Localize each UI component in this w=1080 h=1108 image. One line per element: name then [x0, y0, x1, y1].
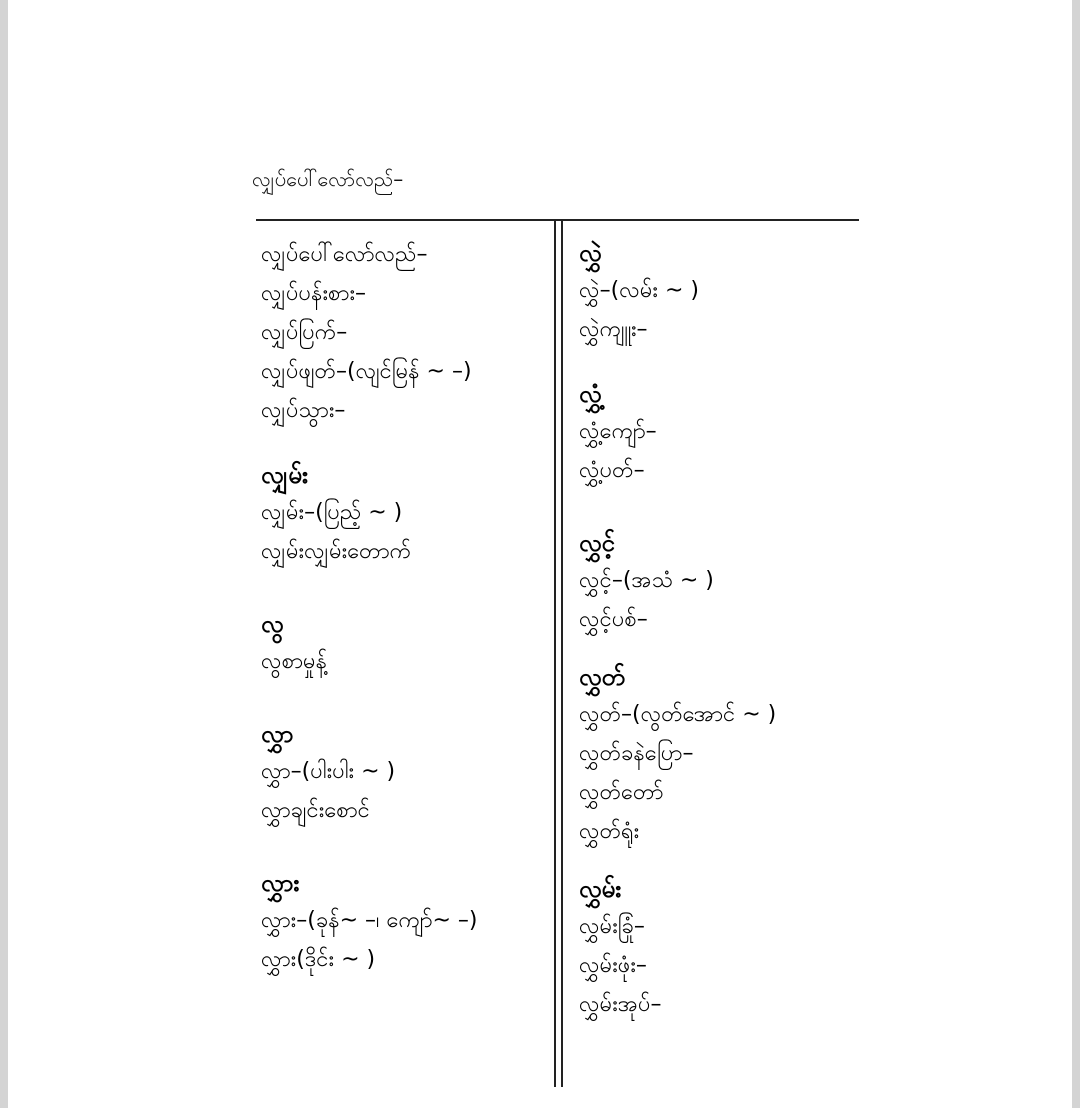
entry: လျှမ်း–(ပြည့် ~ ): [261, 500, 403, 525]
right-column: [579, 235, 776, 1024]
header-rule: [256, 219, 859, 221]
entry: လျှပ်ပန်းစား–: [261, 281, 367, 306]
entry: လွှာ–(ပါးပါး ~ ): [261, 759, 396, 784]
intro-entries: [261, 235, 478, 430]
entry: လွစာမှုန့်: [261, 649, 327, 674]
entry: လွှဲကျူး–: [579, 317, 648, 342]
section-hlyan: [261, 457, 478, 571]
entry: လျှပ်ပေါ်လော်လည်–: [261, 242, 428, 267]
entry: လွှာချင်းစောင်: [261, 798, 370, 823]
section-hlwan: [579, 871, 776, 1024]
section-heading: လွှား: [261, 869, 300, 897]
entry: လွှံ့ပတ်–: [579, 458, 645, 483]
section-heading: လွ: [261, 610, 284, 638]
section-hlon: [579, 376, 776, 490]
section-lwa: [261, 606, 478, 681]
entry: လွှင့်ပစ်–: [579, 607, 648, 632]
section-heading: လျှမ်း: [261, 461, 309, 489]
entry: လွှား(ဒိုင်း ~ ): [261, 947, 376, 972]
entry: လျှပ်ပြက်–: [261, 320, 348, 345]
section-hlut: [579, 659, 776, 851]
entry: လွှမ်းခြုံ–: [579, 914, 645, 939]
section-heading: လွှတ်: [579, 663, 625, 691]
entry: လွှင့်–(အသံ ~ ): [579, 568, 714, 593]
section-heading: လွှဲ: [579, 239, 602, 267]
entry: လွှတ်–(လွတ်အောင် ~ ): [579, 702, 777, 727]
entry: လွှဲ–(လမ်း ~ ): [579, 278, 699, 303]
column-divider-line-2: [561, 220, 563, 1087]
entry: လွှမ်းဖုံး–: [579, 953, 647, 978]
section-hlwin: [579, 525, 776, 639]
entry: လွှတ်ရုံး: [579, 819, 640, 844]
entry: လျှမ်းလျှမ်းတောက်: [261, 539, 412, 564]
section-hlwa: [261, 716, 478, 830]
entry: လွှမ်းအုပ်–: [579, 992, 662, 1017]
entry: လျှပ်ဖျတ်–(လျင်မြန် ~ –): [261, 359, 472, 384]
column-divider-line-1: [554, 220, 556, 1087]
section-heading: လွှံ့: [579, 380, 602, 408]
entry: လွှား–(ခုန်~ –၊ ကျော်~ –): [261, 908, 478, 933]
left-column: [261, 235, 478, 979]
running-head: လျှပ်ပေါ်လော်လည်–: [252, 167, 404, 191]
entry: လွှတ်ခနဲပြော–: [579, 741, 694, 766]
section-heading: လွှမ်း: [579, 875, 622, 903]
section-heading: လွှာ: [261, 720, 294, 748]
section-hlwe: [579, 235, 776, 349]
dictionary-page: [8, 0, 1072, 1108]
section-hlwaa: [261, 865, 478, 979]
entry: လွှတ်တော်: [579, 780, 664, 805]
entry: လျှပ်သွား–: [261, 398, 346, 423]
entry: လွှံ့ကျော်–: [579, 419, 657, 444]
section-heading: လွှင့်: [579, 529, 615, 557]
